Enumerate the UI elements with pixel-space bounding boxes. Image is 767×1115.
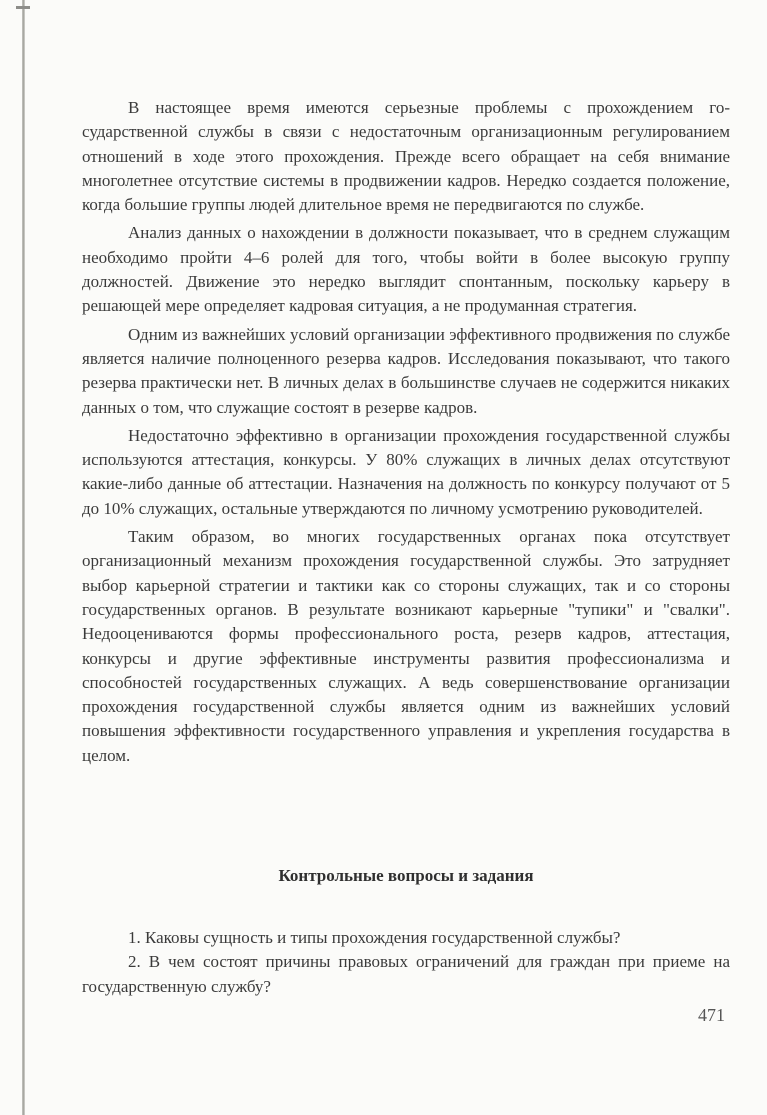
questions-list [82, 926, 730, 999]
paragraph-1: В настоящее время имеются серьезные проблемы с прохождением государственной службы в связи с недостаточным организационным регулированием отношений в ходе этого прохождения. Прежде всего обращает на себя внимание многолетнее отсутствие системы в продвижении кадров. Нередко создается положение, когда большие группы людей длительное время не передвигаются по службе. [82, 98, 730, 215]
section-title: Контрольные вопросы и задания [278, 866, 534, 885]
paragraph-4: Недостаточно эффективно в организации прохождения государственной службы используются аттестация, конкурсы. У 80% служащих в личных делах отсутствуют какие-либо данные об аттестации. Назначения на должность по конкурсу получают от 5 до 10% служащих, остальные утверждаются по личному усмотрению руководителей. [82, 425, 730, 518]
question-2: 2. В чем состоят причины правовых ограничений для граждан при приеме на государственную службу? [82, 952, 730, 996]
binding-edge [22, 0, 25, 1115]
binding-mark [16, 6, 30, 9]
body-text [82, 96, 730, 772]
paragraph-5: Таким образом, во многих государственных органах пока отсутствует организационный механизм прохождения государственной службы. Это затрудняет выбор карьерной стратегии и тактики как со стороны служащих, так и со стороны государственных органов. В результате возникают карьерные "тупики" и "свалки". Недооцениваются формы профессионального роста, резерв кадров, аттестация, конкурсы и другие эффективные инструменты развития профессионализма и способностей государственных служащих. А ведь совершенствование организации прохождения государственной службы является одним из важнейших условий повышения эффективности государственного управления и укрепления государства в целом. [82, 527, 730, 765]
paragraph-3: Одним из важнейших условий организации эффективного продвижения по службе является наличие полноценного резерва кадров. Исследования показывают, что такого резерва практически нет. В личных делах в большинстве случаев не содержится никаких данных о том, что служащие состоят в резерве кадров. [82, 324, 730, 417]
paragraph-2: Анализ данных о нахождении в должности показывает, что в среднем служащим необходимо пройти 4–6 ролей для того, чтобы войти в более высокую группу должностей. Движение это нередко выглядит спонтанным, поскольку карьеру в решающей мере определяет кадровая ситуация, а не продуманная стратегия. [82, 223, 730, 316]
page-number: 471 [698, 1005, 725, 1025]
question-1: 1. Каковы сущность и типы прохождения государственной службы? [128, 928, 621, 947]
